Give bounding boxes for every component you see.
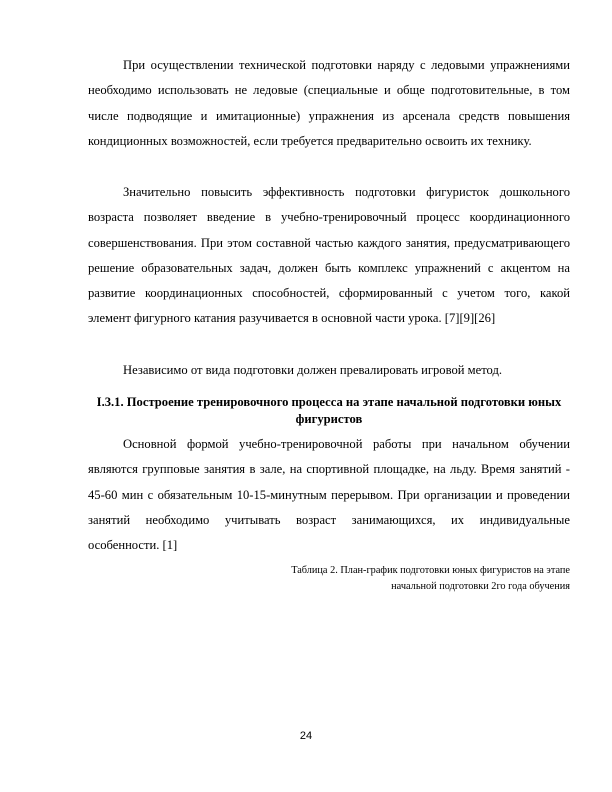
section-heading: I.3.1. Построение тренировочного процесса на этапе начальной подготовки юных фигуристов (96, 395, 562, 426)
paragraph-technical-training: При осуществлении технической подготовки наряду с ледовыми упражнениями необходимо использовать не ледовые (специальные и обще подготовительные, в том числе подводящие и имитационные) упражнения из арсенала средств повышения кондиционных возможностей, если требуется предварительно освоить их технику. (88, 58, 570, 148)
paragraph-game-method: Независимо от вида подготовки должен превалировать игровой метод. (123, 363, 503, 377)
paragraph-group-sessions: Основной формой учебно-тренировочной работы при начальном обучении являются групповые занятия в зале, на спортивной площадке, на льду. Время занятий - 45-60 мин с обязательным 10-15-минутным перерывом. При организации и проведении занятий необходимо учитывать возраст занимающихся, их индивидуальные особенности. [1] (88, 437, 570, 553)
page-number: 24 (299, 730, 313, 742)
paragraph-coordination: Значительно повысить эффективность подготовки фигуристок дошкольного возраста позволяет введение в учебно-тренировочный процесс координационного совершенствования. При этом составной частью каждого занятия, предусматривающего решение образовательных задач, должен быть комплекс упражнений с акцентом на развитие координационных способностей, сформированный с учетом того, какой элемент фигурного катания разучивается в основной части урока. [7][9][26] (88, 185, 570, 326)
table-caption: Таблица 2. План-график подготовки юных фигуристов на этапе начальной подготовки 2го года обучения (291, 565, 570, 592)
